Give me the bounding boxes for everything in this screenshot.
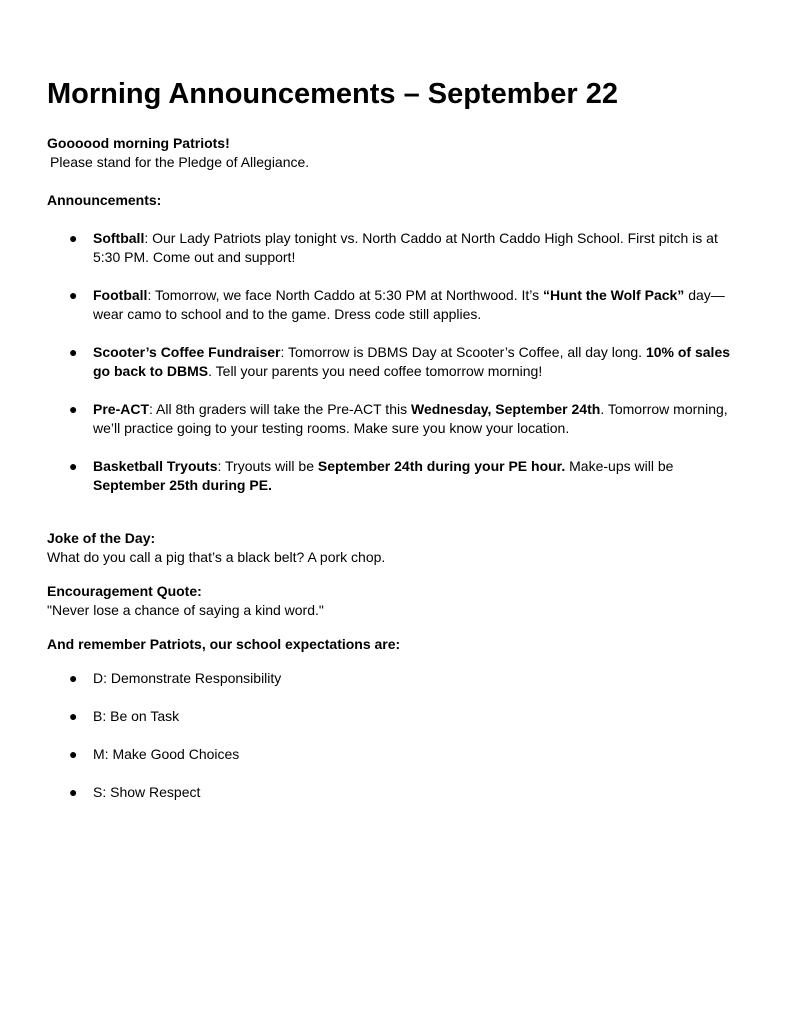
- bullet-icon: ●: [69, 344, 78, 360]
- document-page: [47, 76, 747, 821]
- expectation-text: D: Demonstrate Responsibility: [93, 670, 282, 686]
- bullet-icon: ●: [69, 708, 78, 724]
- announcement-text: : All 8th graders will take the Pre-ACT this: [149, 401, 411, 417]
- quote-text: "Never lose a chance of saying a kind word.": [47, 602, 324, 618]
- bullet-icon: ●: [69, 287, 78, 303]
- expectation-text: S: Show Respect: [93, 784, 201, 800]
- announcement-label: Basketball Tryouts: [93, 458, 218, 474]
- announcement-text: . Tomorrow morning, we’ll practice going to your testing rooms. Make sure you know your location.: [93, 401, 728, 436]
- pledge-text: Please stand for the Pledge of Allegiance.: [50, 154, 310, 170]
- announcement-softball: [47, 229, 747, 267]
- announcement-text: : Our Lady Patriots play tonight vs. North Caddo at North Caddo High School. First pitch is at 5:30 PM. Come out and support!: [93, 230, 718, 265]
- expectation-item: [47, 783, 747, 802]
- announcement-coffee-fundraiser: [47, 343, 747, 381]
- announcement-pre-act: [47, 400, 747, 438]
- greeting: Goooood morning Patriots!: [47, 135, 230, 151]
- announcement-label: Softball: [93, 230, 145, 246]
- expectations-list: [47, 669, 747, 802]
- bullet-icon: ●: [69, 230, 78, 246]
- bullet-icon: ●: [69, 458, 78, 474]
- expectation-item: [47, 669, 747, 688]
- announcement-highlight: “Hunt the Wolf Pack”: [543, 287, 685, 303]
- joke-heading: Joke of the Day:: [47, 530, 156, 546]
- announcement-label: Scooter’s Coffee Fundraiser: [93, 344, 281, 360]
- joke-text: What do you call a pig that’s a black belt? A pork chop.: [47, 549, 386, 565]
- announcement-text: Make-ups will be: [565, 458, 674, 474]
- bullet-icon: ●: [69, 401, 78, 417]
- announcement-highlight: 10% of sales go back to DBMS: [93, 344, 731, 379]
- page-title: Morning Announcements – September 22: [47, 78, 618, 110]
- announcement-text: : Tryouts will be: [217, 458, 318, 474]
- announcement-text: . Tell your parents you need coffee tomorrow morning!: [208, 363, 543, 379]
- quote-heading: Encouragement Quote:: [47, 583, 202, 599]
- bullet-icon: ●: [69, 746, 78, 762]
- bullet-icon: ●: [69, 670, 78, 686]
- announcements-heading: Announcements:: [47, 192, 162, 208]
- expectations-heading: And remember Patriots, our school expectations are:: [47, 636, 401, 652]
- expectation-text: B: Be on Task: [93, 708, 180, 724]
- announcement-basketball-tryouts: [47, 457, 747, 495]
- announcement-text: : Tomorrow, we face North Caddo at 5:30 PM at Northwood. It’s: [147, 287, 543, 303]
- announcement-highlight: Wednesday, September 24th: [410, 401, 601, 417]
- expectation-item: [47, 745, 747, 764]
- bullet-icon: ●: [69, 784, 78, 800]
- announcement-label: Football: [93, 287, 148, 303]
- announcement-label: Pre-ACT: [93, 401, 150, 417]
- joke-section: [47, 529, 747, 567]
- announcement-highlight: September 24th during your PE hour.: [317, 458, 566, 474]
- announcement-football: [47, 286, 747, 324]
- announcement-text: : Tomorrow is DBMS Day at Scooter’s Coffee, all day long.: [280, 344, 646, 360]
- quote-section: [47, 582, 747, 620]
- announcement-highlight: September 25th during PE.: [93, 477, 272, 493]
- expectation-text: M: Make Good Choices: [93, 746, 240, 762]
- announcements-list: [47, 229, 747, 495]
- announcement-text: day—wear camo to school and to the game. Dress code still applies.: [93, 287, 725, 322]
- expectation-item: [47, 707, 747, 726]
